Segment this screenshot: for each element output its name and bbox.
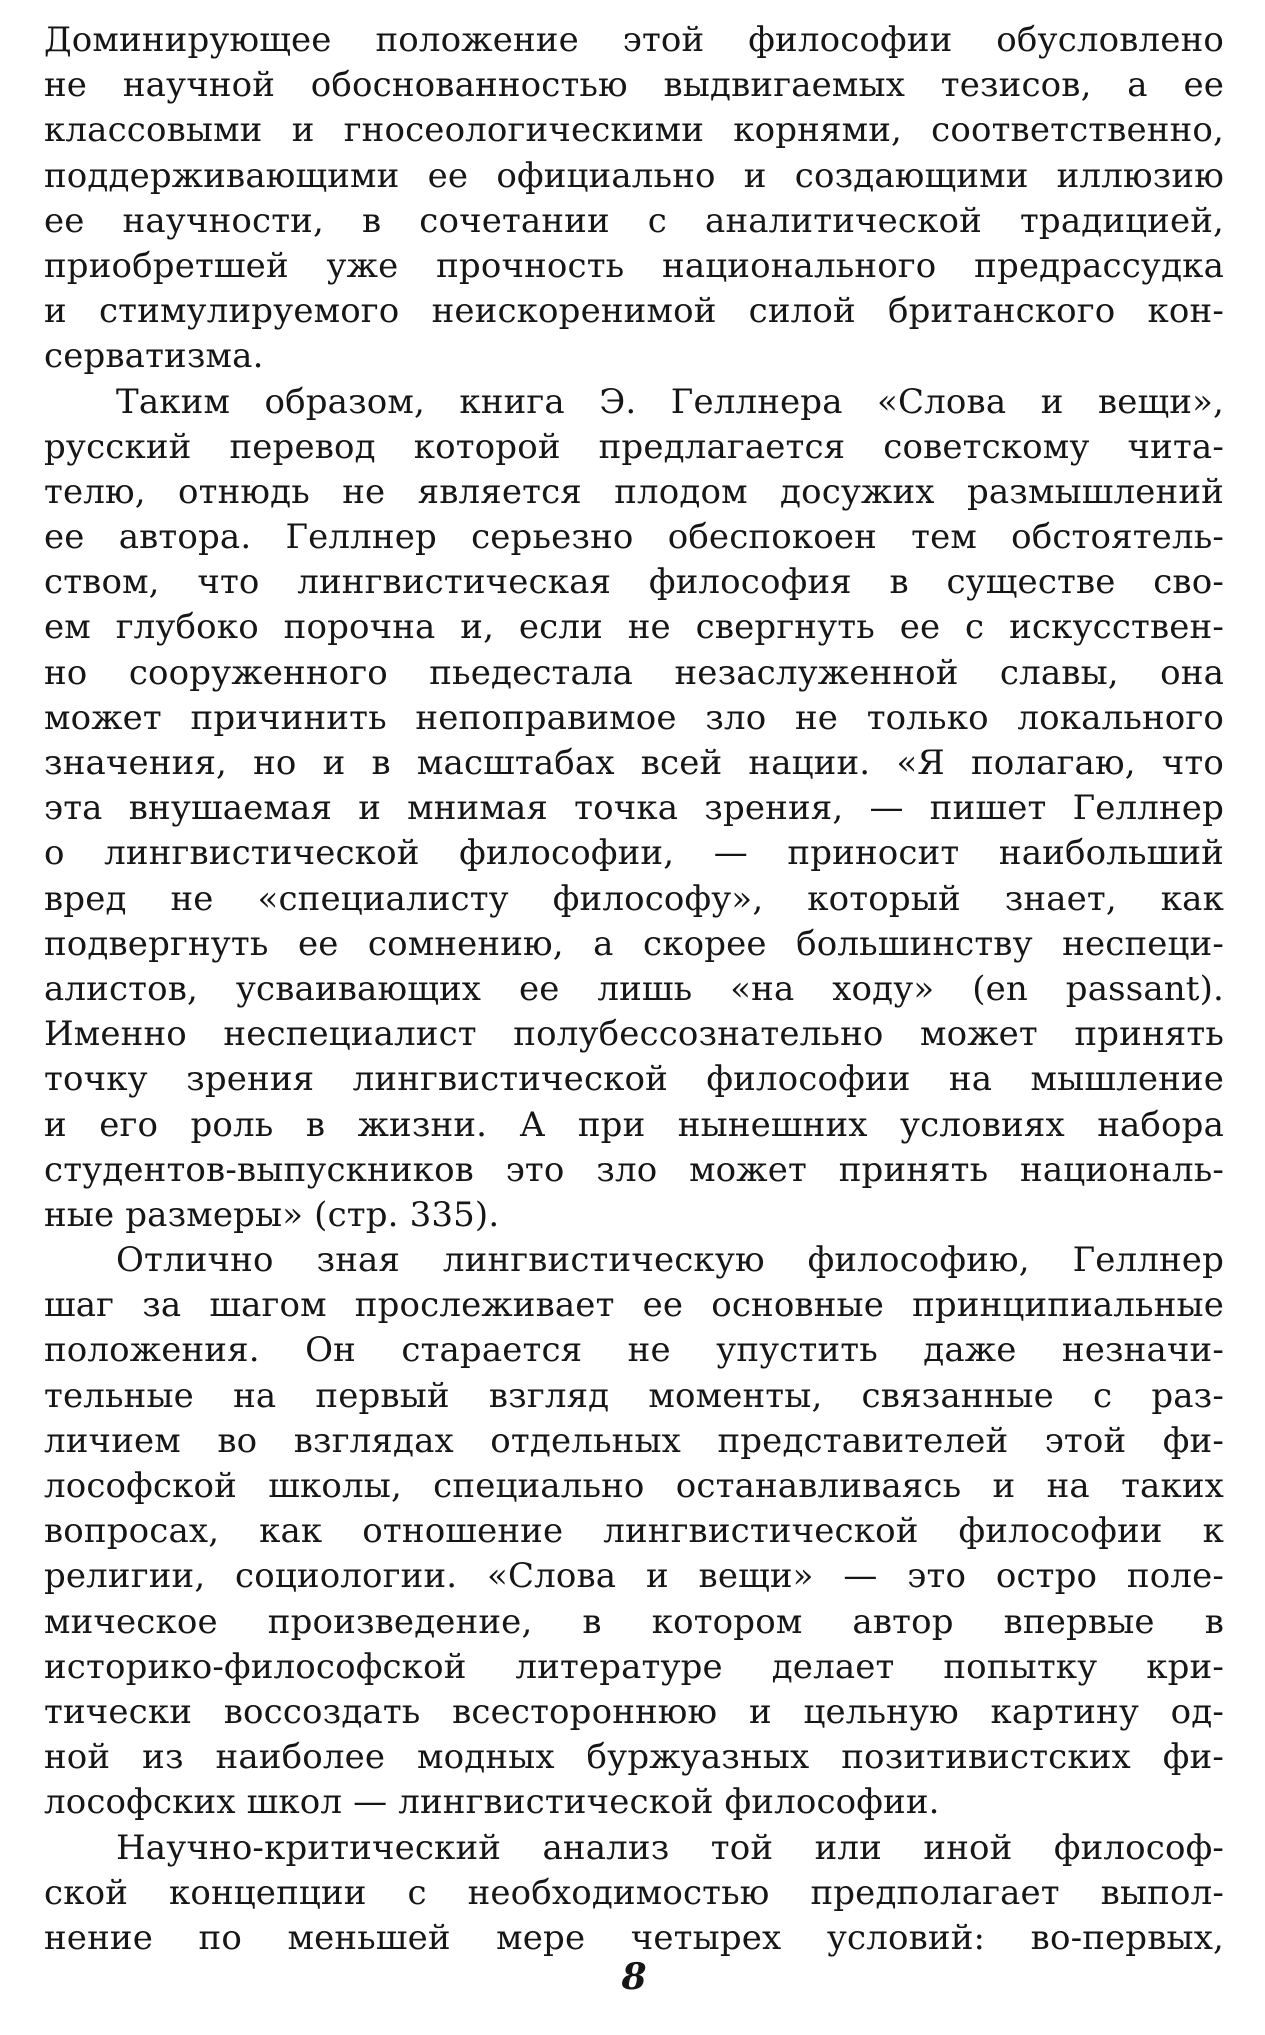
text-line: нение по меньшей мере четырех условий: во-первых,: [44, 1917, 1224, 1958]
text-line: положения. Он старается не упустить даже незначи-: [44, 1330, 1224, 1371]
text-line: приобретшей уже прочность национального предрассудка: [44, 245, 1224, 286]
text-line: лософской школы, специально останавливаясь и на таких: [44, 1466, 1224, 1506]
text-line: Именно неспециалист полубессознательно может принять: [44, 1014, 1224, 1055]
text-line: точку зрения лингвистической философии на мышление: [44, 1059, 1224, 1100]
text-line: тически воссоздать всестороннюю и цельную картину од-: [44, 1691, 1224, 1732]
text-line: лософских школ — лингвистической философии.: [44, 1782, 940, 1823]
paragraph: [44, 380, 1224, 1239]
text-line: Отлично зная лингвистическую философию, Геллнер: [116, 1240, 1224, 1281]
text-line: историко-философской литературе делает попытку кри-: [44, 1646, 1224, 1687]
paragraph: [44, 1238, 1224, 1825]
text-line: шаг за шагом прослеживает ее основные принципиальные: [44, 1285, 1224, 1326]
text-line: значения, но и в масштабах всей нации. «Я полагаю, что: [44, 743, 1224, 783]
text-line: Научно-критический анализ той или иной философ-: [116, 1827, 1224, 1868]
text-line: ской концепции с необходимостью предполагает выпол-: [44, 1872, 1224, 1913]
text-line: классовыми и гносеологическими корнями, соответственно,: [44, 110, 1224, 151]
text-line: ем глубоко порочна и, если не свергнуть ее с искусствен-: [44, 607, 1224, 648]
text-line: вопросах, как отношение лингвистической философии к: [44, 1511, 1224, 1552]
paragraph: [44, 18, 1224, 380]
body-text: [44, 18, 1224, 1961]
paragraph: [44, 1826, 1224, 1962]
page-number: 8: [621, 1956, 647, 1998]
text-line: Доминирующее положение этой философии обусловлено: [44, 20, 1224, 60]
text-line: не научной обоснованностью выдвигаемых тезисов, а ее: [44, 65, 1224, 106]
text-line: Таким образом, книга Э. Геллнера «Слова и вещи»,: [116, 381, 1224, 422]
text-line: ее научности, в сочетании с аналитической традицией,: [44, 200, 1224, 241]
text-line: ные размеры» (стр. 335).: [44, 1194, 500, 1235]
text-line: серватизма.: [44, 336, 264, 377]
text-line: русский перевод которой предлагается советскому чита-: [44, 426, 1224, 467]
text-line: ством, что лингвистическая философия в существе сво-: [44, 562, 1224, 603]
text-line: но сооруженного пьедестала незаслуженной славы, она: [44, 652, 1224, 693]
text-line: телю, отнюдь не является плодом досужих размышлений: [44, 471, 1224, 512]
book-page: [44, 18, 1224, 2008]
text-line: личием во взглядах отдельных представителей этой фи-: [44, 1420, 1224, 1461]
text-line: ее автора. Геллнер серьезно обеспокоен тем обстоятель-: [44, 517, 1224, 558]
text-line: алистов, усваивающих ее лишь «на ходу» (en passant).: [44, 968, 1224, 1009]
text-line: о лингвистической философии, — приносит наибольший: [44, 833, 1224, 874]
text-line: поддерживающими ее официально и создающими иллюзию: [44, 155, 1224, 196]
text-line: ной из наиболее модных буржуазных позитивистских фи-: [44, 1737, 1224, 1778]
text-line: и стимулируемого неискоренимой силой британского кон-: [44, 291, 1224, 332]
text-line: и его роль в жизни. А при нынешних условиях набора: [44, 1104, 1224, 1145]
text-line: может причинить непоправимое зло не только локального: [44, 697, 1224, 738]
text-line: студентов-выпускников это зло может принять националь-: [44, 1149, 1224, 1190]
text-line: религии, социологии. «Слова и вещи» — это остро поле-: [44, 1556, 1224, 1597]
text-line: вред не «специалисту философу», который знает, как: [44, 878, 1224, 919]
text-line: мическое произведение, в котором автор впервые в: [44, 1601, 1224, 1642]
text-line: тельные на первый взгляд моменты, связанные с раз-: [44, 1375, 1224, 1416]
text-line: подвергнуть ее сомнению, а скорее большинству неспеци-: [44, 923, 1224, 964]
text-line: эта внушаемая и мнимая точка зрения, — пишет Геллнер: [44, 788, 1224, 829]
